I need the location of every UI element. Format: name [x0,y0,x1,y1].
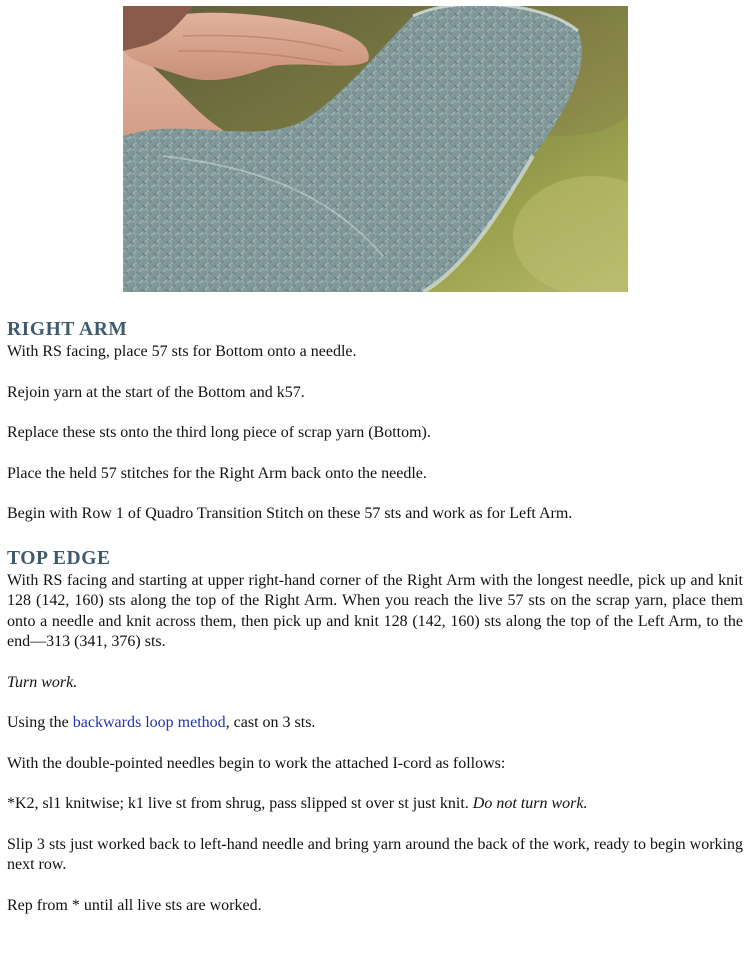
paragraph: Place the held 57 stitches for the Right Arm back onto the needle. [7,464,427,482]
paragraph: With RS facing and starting at upper right-hand corner of the Right Arm with the longest needle, pick up and knit 128 (142, 160) sts along the top of the Right Arm. When you reach the live 57 sts on the scrap yarn, place them onto a needle and knit across them, then pick up and knit 128 (142, 160) sts along the top of the Left Arm, to the end—313 (341, 376) sts. [7,571,743,650]
paragraph: Slip 3 sts just worked back to left-hand needle and bring yarn around the back of the work, ready to begin working next row. [7,835,743,873]
text: *K2, sl1 knitwise; k1 live st from shrug, pass slipped st over st just knit. [7,795,473,812]
pattern-text [7,318,743,916]
text: , cast on 3 sts. [225,714,316,731]
section-heading-top-edge: TOP EDGE [7,547,111,569]
paragraph-with-italic [7,794,743,815]
paragraph: Rejoin yarn at the start of the Bottom and k57. [7,383,305,401]
text: Using the [7,714,73,731]
paragraph: Rep from * until all live sts are worked. [7,896,262,914]
italic-text: Do not turn work. [472,795,588,812]
paragraph: With the double-pointed needles begin to work the attached I-cord as follows: [7,754,506,772]
backwards-loop-method-link[interactable]: backwards loop method [72,714,226,731]
paragraph-with-link [7,713,743,734]
paragraph: Replace these sts onto the third long piece of scrap yarn (Bottom). [7,424,431,441]
paragraph-italic [7,673,743,694]
paragraph: Begin with Row 1 of Quadro Transition Stitch on these 57 sts and work as for Left Arm. [7,505,573,522]
paragraph: With RS facing, place 57 sts for Bottom onto a needle. [7,343,357,360]
knitted-shrug-photo [123,6,628,292]
italic-text: Turn work. [7,673,78,691]
section-heading-right-arm: RIGHT ARM [7,319,128,340]
